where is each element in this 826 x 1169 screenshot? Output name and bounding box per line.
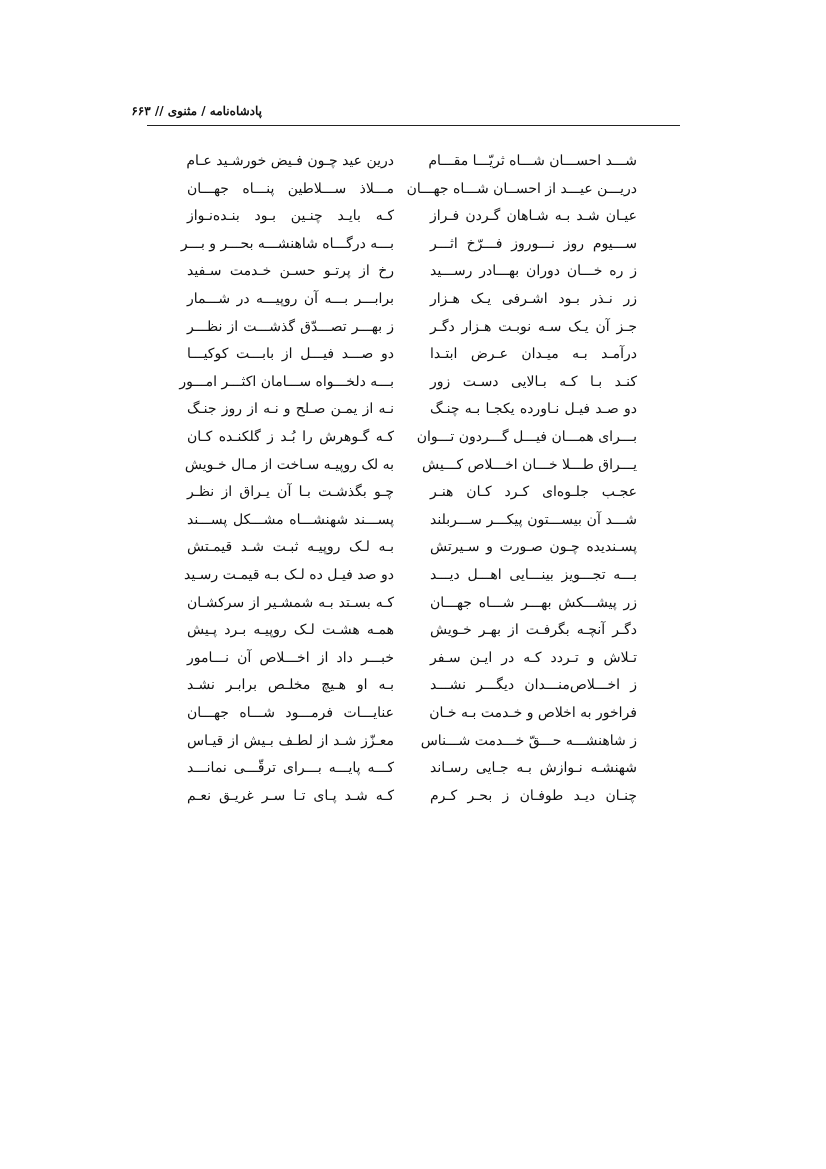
hemistich-first: شـــد احســـان شـــاه ثریّـــا مقـــام (428, 153, 637, 169)
couplet (0, 589, 826, 617)
hemistich-first: جـز آن یـک سـه نوبـت هـزار دگـر (430, 318, 637, 335)
couplet (0, 313, 826, 341)
couplet (0, 395, 826, 423)
couplet (0, 561, 826, 589)
couplet (0, 285, 826, 313)
hemistich-first: فراخور به اخلاص و خـدمت بـه خـان (429, 705, 637, 721)
hemistich-second: مـــلاذ ســـلاطین پنـــاه جهـــان (187, 180, 394, 197)
hemistich-second: کـــه پایـــه بـــرای ترقّـــی نمانـــد (187, 760, 394, 777)
hemistich-first: تـلاش و تـردد کـه در ایـن سـفر (430, 649, 637, 666)
hemistich-first: شهنشـه نـوازش بـه جـایی رسـاند (430, 760, 637, 777)
couplet (0, 782, 826, 810)
couplet (0, 671, 826, 699)
page-header (131, 104, 680, 124)
couplet (0, 506, 826, 534)
hemistich-first: شـــد آن بیســـتون پیکـــر ســـربلند (430, 511, 637, 528)
hemistich-first: بـــرای همـــان فیـــل گـــردون تـــوان (416, 429, 637, 445)
couplet (0, 533, 826, 561)
hemistich-second: پســـند شهنشـــاه مشـــکل پســـند (187, 511, 394, 528)
hemistich-second: ز بهـــر تصـــدّق گذشـــت از نظـــر (187, 318, 394, 335)
hemistich-second: بـــه دلخـــواه ســـامان اکثـــر امـــور (179, 373, 394, 390)
hemistich-second: برابـــر بـــه آن روپیـــه در شـــمار (187, 291, 394, 307)
hemistich-first: زر پیشـــکش بهـــر شـــاه جهـــان (430, 594, 637, 611)
hemistich-first: کنـد بـا کـه بـالایی دسـت زور (430, 373, 637, 390)
hemistich-second: بـــه درگـــاه شاهنشـــه بحـــر و بـــر (180, 235, 394, 252)
hemistich-first: ز اخـــلاص‌منـــدان دیگـــر نشـــد (430, 677, 637, 694)
header-divider (147, 125, 680, 126)
couplet (0, 175, 826, 203)
couplet (0, 147, 826, 175)
hemistich-second: چـو بگذشـت بـا آن یـراق از نظـر (187, 484, 394, 501)
couplet (0, 644, 826, 672)
couplet (0, 727, 826, 755)
hemistich-first: دریـــن عیـــد از احســان شـــاه جهـــان (406, 180, 637, 197)
hemistich-first: زر نـذر بـود اشـرفی یـک هـزار (430, 291, 637, 307)
hemistich-first: بـــه تجـــویز بینـــایی اهـــل دیـــد (430, 567, 637, 583)
couplet (0, 202, 826, 230)
running-title: پادشاه‌نامه / مثنوی // ۶۶۳ (131, 104, 262, 118)
couplet (0, 340, 826, 368)
hemistich-second: دو صـــد فیـــل از بابـــت کوکیـــا (187, 346, 394, 363)
hemistich-first: ز شاهنشـــه حـــقّ خـــدمت شـــناس (420, 732, 637, 749)
hemistich-first: درآمـد بـه میـدان عـرض ابتـدا (430, 346, 637, 363)
couplet (0, 423, 826, 451)
hemistich-first: عجـب جلـوه‌ای کـرد کـان هنـر (430, 484, 637, 501)
hemistich-second: دو صد فیـل ده لـک بـه قیمـت رسـید (184, 567, 394, 583)
hemistich-second: معـزّز شـد از لطـف بـیش از قیـاس (187, 732, 394, 749)
couplet (0, 230, 826, 258)
hemistich-first: دگـر آنچـه بگرفـت از بهـر خـویش (430, 622, 637, 639)
hemistich-first: پسـندیده چـون صـورت و سـیرتش (430, 539, 637, 556)
hemistich-first: عیـان شـد بـه شـاهان گـردن فـراز (430, 208, 637, 225)
couplet (0, 368, 826, 396)
hemistich-second: بـه او هـیچ مخلـص برابـر نشـد (187, 677, 394, 694)
hemistich-first: ز ره خـــان دوران بهـــادر رســـید (430, 263, 637, 280)
couplet (0, 754, 826, 782)
couplet (0, 699, 826, 727)
couplet (0, 616, 826, 644)
hemistich-second: کـه بسـتد بـه شمشـیر از سرکشـان (187, 594, 394, 611)
couplet (0, 257, 826, 285)
hemistich-second: نـه از یمـن صـلح و نـه از روز جنـگ (187, 401, 394, 418)
hemistich-second: بـه لـک روپیـه ثبـت شـد قیمـتش (187, 539, 394, 556)
hemistich-second: عنایـــات فرمـــود شـــاه جهـــان (187, 705, 394, 721)
hemistich-second: کـه بایـد چنـین بـود بنـده‌نـواز (187, 208, 394, 225)
hemistich-first: چنـان دیـد طوفـان ز بحـر کـرم (430, 787, 637, 804)
hemistich-second: رخ از پرتـو حسـن خـدمت سـفید (187, 263, 394, 280)
poem-body (0, 147, 826, 1067)
hemistich-second: کـه شـد پـای تـا سـر غریـق نعـم (187, 787, 394, 804)
hemistich-first: ســـیوم روز نـــوروز فـــرّخ اثـــر (430, 235, 637, 252)
hemistich-second: درین عید چـون فـیض خورشـید عـام (186, 153, 394, 169)
hemistich-first: دو صـد فیـل نـاورده یکجـا بـه چنـگ (430, 401, 637, 418)
hemistich-second: کـه گـوهرش را بُـد ز گلکنـده کـان (187, 429, 394, 445)
hemistich-second: همـه هشـت لـک روپیـه بـرد پـیش (187, 622, 394, 639)
couplet (0, 478, 826, 506)
couplet (0, 451, 826, 479)
hemistich-second: به لک روپیـه سـاخت از مـال خـویش (184, 456, 394, 473)
hemistich-first: یـــراق طـــلا خـــان اخـــلاص کـــیش (422, 456, 637, 473)
hemistich-second: خبـــر داد از اخـــلاص آن نـــامور (187, 649, 394, 666)
